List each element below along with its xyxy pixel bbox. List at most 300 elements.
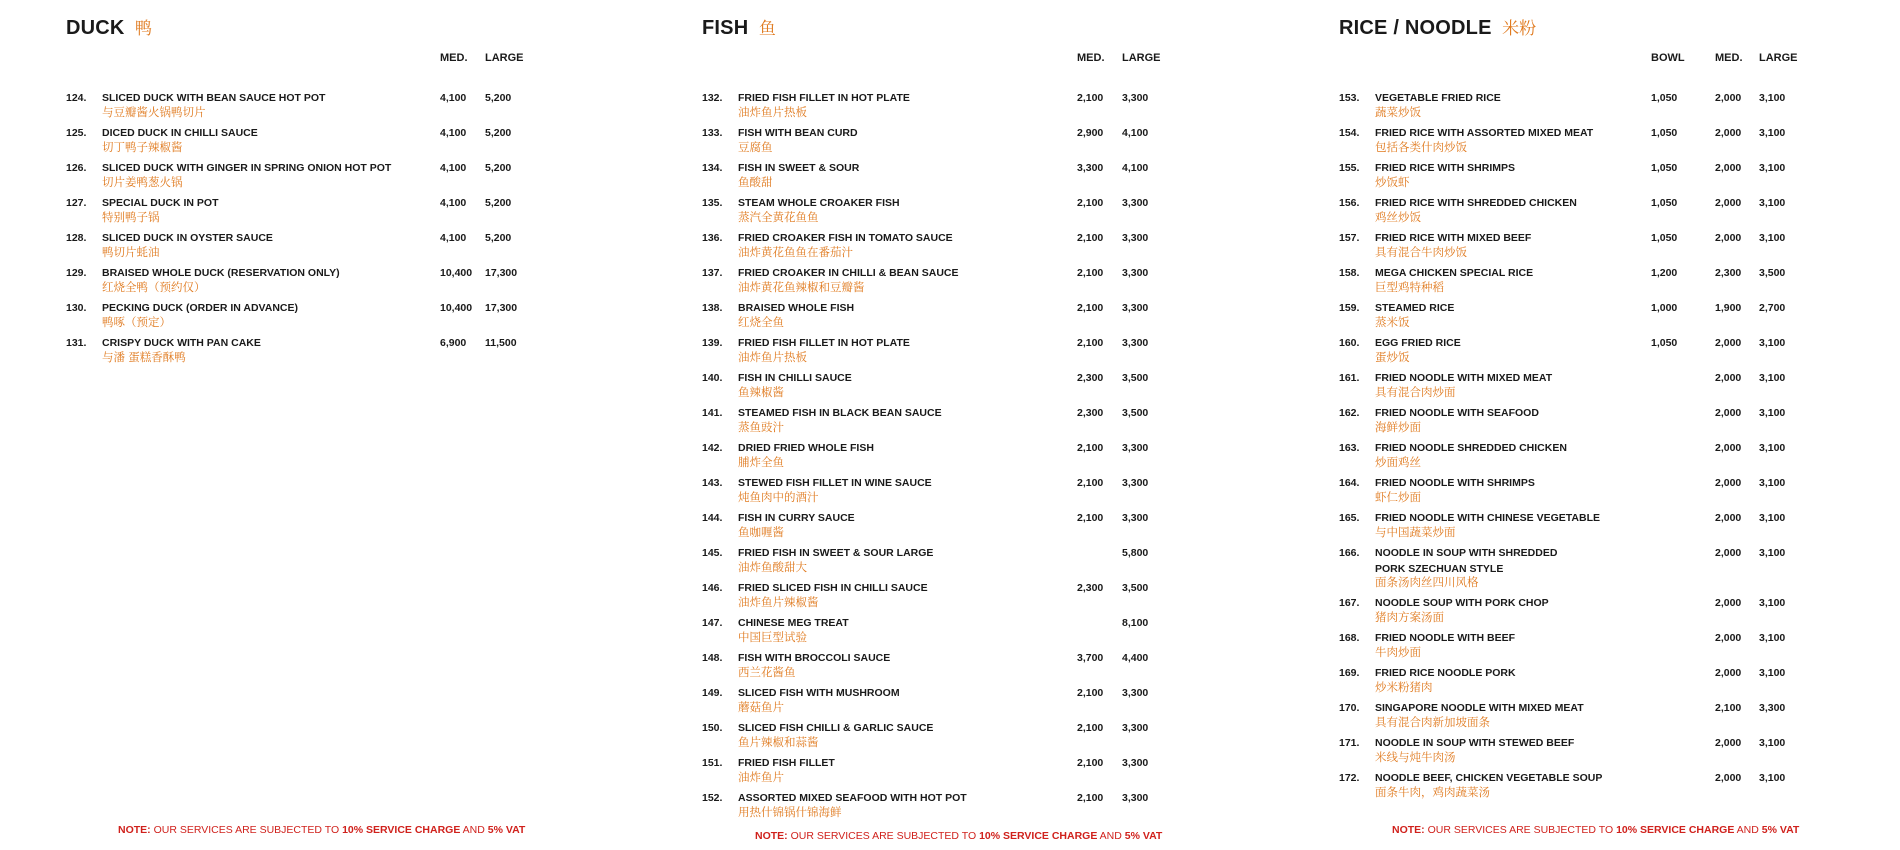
section-title [702, 14, 1262, 48]
item-name-zh: 鱼酸甜 [738, 177, 773, 189]
item-name: SINGAPORE NOODLE WITH MIXED MEAT [1375, 702, 1584, 714]
item-name: FRIED NOODLE SHREDDED CHICKEN [1375, 442, 1567, 454]
item-name: CHINESE MEG TREAT [738, 617, 849, 629]
item-name-zh: 脯炸全鱼 [738, 457, 784, 469]
menu-item [1339, 702, 1899, 737]
item-price: 4,100 [440, 232, 467, 244]
item-name: BRAISED WHOLE DUCK (RESERVATION ONLY) [102, 267, 340, 279]
menu-item [66, 197, 626, 232]
menu-item [702, 757, 1262, 792]
item-price: 3,500 [1122, 407, 1149, 419]
item-name: STEAM WHOLE CROAKER FISH [738, 197, 900, 209]
item-number: 127. [66, 197, 87, 209]
item-price: 3,300 [1122, 757, 1149, 769]
section-title-zh: 米粉 [1502, 19, 1537, 38]
item-price: 5,200 [485, 127, 512, 139]
menu-item [1339, 737, 1899, 772]
item-price: 3,300 [1759, 702, 1786, 714]
item-price: 2,000 [1715, 197, 1742, 209]
menu-item [66, 302, 626, 337]
item-name: SLICED DUCK IN OYSTER SAUCE [102, 232, 273, 244]
item-number: 141. [702, 407, 723, 419]
menu-item [1339, 442, 1899, 477]
item-price: 3,100 [1759, 442, 1786, 454]
menu-item [702, 407, 1262, 442]
item-price: 2,000 [1715, 512, 1742, 524]
item-name: FRIED RICE NOODLE PORK [1375, 667, 1516, 679]
item-price: 2,000 [1715, 372, 1742, 384]
item-price: 3,300 [1122, 302, 1149, 314]
item-number: 152. [702, 792, 723, 804]
item-number: 155. [1339, 162, 1360, 174]
menu-item [702, 792, 1262, 827]
item-name: FRIED FISH FILLET IN HOT PLATE [738, 337, 910, 349]
item-price: 6,900 [440, 337, 467, 349]
item-name-zh: 西兰花酱鱼 [738, 667, 796, 679]
menu-item [1339, 372, 1899, 407]
menu-item [1339, 667, 1899, 702]
item-price: 2,100 [1077, 722, 1104, 734]
item-price: 3,100 [1759, 372, 1786, 384]
item-price: 2,300 [1715, 267, 1742, 279]
item-number: 148. [702, 652, 723, 664]
item-price: 1,050 [1651, 197, 1678, 209]
item-price: 3,300 [1122, 232, 1149, 244]
item-name: FISH IN CURRY SAUCE [738, 512, 855, 524]
menu-item [702, 232, 1262, 267]
item-price: 1,050 [1651, 232, 1678, 244]
menu-item [702, 162, 1262, 197]
item-name-zh: 油炸鱼片热板 [738, 352, 807, 364]
item-number: 142. [702, 442, 723, 454]
item-price: 3,100 [1759, 197, 1786, 209]
item-name: NOODLE IN SOUP WITH STEWED BEEF [1375, 737, 1575, 749]
item-price: 1,900 [1715, 302, 1742, 314]
item-number: 170. [1339, 702, 1360, 714]
section-fish [702, 14, 1262, 827]
item-price: 3,300 [1122, 337, 1149, 349]
item-price: 2,100 [1077, 197, 1104, 209]
item-price: 3,100 [1759, 127, 1786, 139]
item-name-zh: 油炸黄花鱼辣椒和豆瓣酱 [738, 282, 865, 294]
item-price: 3,100 [1759, 632, 1786, 644]
item-name-zh: 油炸鱼片辣椒酱 [738, 597, 819, 609]
menu-item [702, 92, 1262, 127]
item-name-line2: PORK SZECHUAN STYLE [1375, 563, 1504, 575]
item-number: 156. [1339, 197, 1360, 209]
item-name-zh: 与豆瓣酱火锅鸭切片 [102, 107, 206, 119]
item-name: FRIED FISH IN SWEET & SOUR LARGE [738, 547, 934, 559]
item-price: 4,400 [1122, 652, 1149, 664]
item-price: 3,100 [1759, 737, 1786, 749]
menu-item [66, 267, 626, 302]
item-name-zh: 鱼辣椒酱 [738, 387, 784, 399]
item-price: 2,000 [1715, 92, 1742, 104]
item-name: STEAMED RICE [1375, 302, 1455, 314]
item-number: 150. [702, 722, 723, 734]
item-price: 2,100 [1077, 232, 1104, 244]
item-name: CRISPY DUCK WITH PAN CAKE [102, 337, 261, 349]
menu-item [1339, 92, 1899, 127]
item-price: 5,800 [1122, 547, 1149, 559]
item-name: FRIED NOODLE WITH BEEF [1375, 632, 1515, 644]
menu-item [66, 337, 626, 372]
item-price: 2,100 [1077, 302, 1104, 314]
menu-item [1339, 337, 1899, 372]
item-name-zh: 蛋炒饭 [1375, 352, 1410, 364]
item-price: 5,200 [485, 197, 512, 209]
item-number: 130. [66, 302, 87, 314]
section-title [1339, 14, 1899, 48]
item-name-zh: 炖鱼肉中的酒汁 [738, 492, 819, 504]
item-number: 138. [702, 302, 723, 314]
menu-item [66, 162, 626, 197]
item-list [66, 92, 626, 372]
item-name: FRIED RICE WITH ASSORTED MIXED MEAT [1375, 127, 1594, 139]
item-price: 3,100 [1759, 597, 1786, 609]
item-name-zh: 与潘 蛋糕香酥鸭 [102, 352, 186, 364]
item-number: 171. [1339, 737, 1360, 749]
item-name: BRAISED WHOLE FISH [738, 302, 855, 314]
item-number: 139. [702, 337, 723, 349]
item-price: 2,000 [1715, 547, 1742, 559]
item-price: 3,100 [1759, 407, 1786, 419]
item-price: 17,300 [485, 302, 518, 314]
item-name-zh: 牛肉炒面 [1375, 647, 1421, 659]
menu-item [702, 722, 1262, 757]
item-name: FRIED NOODLE WITH SEAFOOD [1375, 407, 1539, 419]
item-name-zh: 与中国蔬菜炒面 [1375, 527, 1456, 539]
item-price: 2,000 [1715, 127, 1742, 139]
item-price: 1,200 [1651, 267, 1678, 279]
section-title-en: RICE / NOODLE [1339, 17, 1492, 39]
item-price: 3,100 [1759, 477, 1786, 489]
item-number: 149. [702, 687, 723, 699]
item-number: 147. [702, 617, 723, 629]
item-name-zh: 鸭切片蚝油 [102, 247, 160, 259]
item-name: FRIED CROAKER IN CHILLI & BEAN SAUCE [738, 267, 959, 279]
section-rice-noodle [1339, 14, 1899, 807]
menu-item [702, 477, 1262, 512]
item-name: FISH WITH BROCCOLI SAUCE [738, 652, 891, 664]
item-price: 2,000 [1715, 477, 1742, 489]
item-price: 3,100 [1759, 772, 1786, 784]
item-number: 137. [702, 267, 723, 279]
item-number: 151. [702, 757, 723, 769]
item-name: VEGETABLE FRIED RICE [1375, 92, 1501, 104]
item-list [1339, 92, 1899, 807]
item-name-zh: 鱼咖喱酱 [738, 527, 784, 539]
item-name-zh: 油炸鱼片 [738, 772, 784, 784]
item-name: FRIED FISH FILLET [738, 757, 835, 769]
item-name: SPECIAL DUCK IN POT [102, 197, 219, 209]
item-name: FISH IN CHILLI SAUCE [738, 372, 852, 384]
menu-item [66, 232, 626, 267]
item-name: FISH IN SWEET & SOUR [738, 162, 860, 174]
item-number: 135. [702, 197, 723, 209]
menu-item [702, 512, 1262, 547]
menu-item [702, 617, 1262, 652]
item-name-zh: 鸡丝炒饭 [1375, 212, 1421, 224]
item-price: 3,300 [1122, 197, 1149, 209]
item-number: 165. [1339, 512, 1360, 524]
menu-item [702, 547, 1262, 582]
item-number: 125. [66, 127, 87, 139]
item-number: 136. [702, 232, 723, 244]
item-price: 3,500 [1759, 267, 1786, 279]
item-number: 172. [1339, 772, 1360, 784]
menu-item [1339, 547, 1899, 597]
item-name-zh: 米线与炖牛肉汤 [1375, 752, 1456, 764]
item-number: 143. [702, 477, 723, 489]
item-name-zh: 海鲜炒面 [1375, 422, 1421, 434]
item-price: 3,100 [1759, 667, 1786, 679]
item-price: 3,100 [1759, 512, 1786, 524]
item-number: 166. [1339, 547, 1360, 559]
item-name-zh: 包括各类什肉炒饭 [1375, 142, 1467, 154]
item-name: FRIED RICE WITH MIXED BEEF [1375, 232, 1532, 244]
item-number: 134. [702, 162, 723, 174]
header-large: LARGE [485, 52, 524, 64]
menu-item [1339, 512, 1899, 547]
menu-item [702, 267, 1262, 302]
item-name: SLICED FISH WITH MUSHROOM [738, 687, 900, 699]
item-number: 158. [1339, 267, 1360, 279]
item-number: 168. [1339, 632, 1360, 644]
item-name-zh: 具有混合牛肉炒饭 [1375, 247, 1467, 259]
item-name: DICED DUCK IN CHILLI SAUCE [102, 127, 258, 139]
item-price: 3,300 [1122, 512, 1149, 524]
menu-item [1339, 407, 1899, 442]
header-med: MED. [440, 52, 468, 64]
item-number: 154. [1339, 127, 1360, 139]
item-name: FRIED NOODLE WITH MIXED MEAT [1375, 372, 1553, 384]
menu-item [1339, 232, 1899, 267]
item-name-zh: 具有混合肉新加坡面条 [1375, 717, 1490, 729]
item-name: NOODLE BEEF, CHICKEN VEGETABLE SOUP [1375, 772, 1603, 784]
item-name-zh: 鸭啄（预定） [102, 317, 171, 329]
section-title-en: DUCK [66, 17, 125, 39]
item-price: 2,000 [1715, 772, 1742, 784]
price-header-row [66, 52, 626, 78]
menu-item [66, 127, 626, 162]
header-med: MED. [1077, 52, 1105, 64]
item-price: 5,200 [485, 92, 512, 104]
item-price: 2,100 [1077, 267, 1104, 279]
item-price: 3,100 [1759, 337, 1786, 349]
menu-item [1339, 477, 1899, 512]
item-name: FRIED RICE WITH SHREDDED CHICKEN [1375, 197, 1577, 209]
item-price: 2,000 [1715, 737, 1742, 749]
item-name: STEAMED FISH IN BLACK BEAN SAUCE [738, 407, 942, 419]
item-price: 2,000 [1715, 632, 1742, 644]
item-price: 3,300 [1077, 162, 1104, 174]
item-number: 163. [1339, 442, 1360, 454]
item-name-zh: 切片姜鸭葱火锅 [102, 177, 183, 189]
item-price: 1,050 [1651, 127, 1678, 139]
item-price: 2,000 [1715, 337, 1742, 349]
item-price: 1,000 [1651, 302, 1678, 314]
menu-item [702, 337, 1262, 372]
item-price: 2,000 [1715, 407, 1742, 419]
item-price: 3,100 [1759, 162, 1786, 174]
item-name-zh: 油炸鱼片热板 [738, 107, 807, 119]
item-price: 10,400 [440, 267, 473, 279]
section-title [66, 14, 626, 48]
item-name-zh: 具有混合肉炒面 [1375, 387, 1456, 399]
item-price: 2,900 [1077, 127, 1104, 139]
item-name: EGG FRIED RICE [1375, 337, 1461, 349]
item-price: 2,000 [1715, 667, 1742, 679]
header-large: LARGE [1122, 52, 1161, 64]
item-price: 2,000 [1715, 162, 1742, 174]
item-number: 159. [1339, 302, 1360, 314]
item-price: 10,400 [440, 302, 473, 314]
item-price: 3,300 [1122, 92, 1149, 104]
item-name-zh: 面条牛肉，鸡肉蔬菜汤 [1375, 787, 1490, 799]
item-number: 126. [66, 162, 87, 174]
service-note-rice: NOTE: OUR SERVICES ARE SUBJECTED TO 10% SERVICE CHARGE AND 5% VAT [1392, 824, 1800, 836]
item-name-zh: 油炸鱼酸甜大 [738, 562, 807, 574]
item-name: FRIED RICE WITH SHRIMPS [1375, 162, 1516, 174]
item-price: 4,100 [440, 127, 467, 139]
item-number: 153. [1339, 92, 1360, 104]
item-number: 164. [1339, 477, 1360, 489]
item-name: SLICED DUCK WITH BEAN SAUCE HOT POT [102, 92, 326, 104]
item-name-zh: 特别鸭子锅 [102, 212, 160, 224]
section-title-zh: 鸭 [135, 19, 153, 38]
menu-item [702, 127, 1262, 162]
item-number: 161. [1339, 372, 1360, 384]
item-name-zh: 蒸鱼豉汁 [738, 422, 784, 434]
item-price: 5,200 [485, 232, 512, 244]
menu-item [1339, 267, 1899, 302]
item-name-zh: 用热什锦锅什锦海鲜 [738, 807, 842, 819]
header-med: MED. [1715, 52, 1743, 64]
item-price: 2,100 [1077, 512, 1104, 524]
item-name: SLICED DUCK WITH GINGER IN SPRING ONION HOT POT [102, 162, 392, 174]
item-price: 2,700 [1759, 302, 1786, 314]
item-name-zh: 猪肉方案汤面 [1375, 612, 1444, 624]
item-number: 146. [702, 582, 723, 594]
service-note-duck: NOTE: OUR SERVICES ARE SUBJECTED TO 10% SERVICE CHARGE AND 5% VAT [118, 824, 526, 836]
item-price: 3,300 [1122, 477, 1149, 489]
item-name-zh: 炒米粉猪肉 [1375, 682, 1433, 694]
item-price: 2,100 [1077, 757, 1104, 769]
item-price: 2,100 [1715, 702, 1742, 714]
item-price: 2,100 [1077, 687, 1104, 699]
item-price: 2,300 [1077, 407, 1104, 419]
price-header-row [702, 52, 1262, 78]
item-name-zh: 豆腐鱼 [738, 142, 773, 154]
item-price: 17,300 [485, 267, 518, 279]
item-number: 145. [702, 547, 723, 559]
menu-item [702, 197, 1262, 232]
item-price: 4,100 [1122, 162, 1149, 174]
item-price: 1,050 [1651, 337, 1678, 349]
item-price: 5,200 [485, 162, 512, 174]
item-price: 4,100 [1122, 127, 1149, 139]
item-price: 4,100 [440, 162, 467, 174]
item-name-zh: 炒面鸡丝 [1375, 457, 1421, 469]
item-name: STEWED FISH FILLET IN WINE SAUCE [738, 477, 932, 489]
item-number: 133. [702, 127, 723, 139]
item-name: FRIED NOODLE WITH SHRIMPS [1375, 477, 1535, 489]
item-price: 8,100 [1122, 617, 1149, 629]
item-price: 2,100 [1077, 337, 1104, 349]
item-number: 124. [66, 92, 87, 104]
item-name-zh: 炒饭虾 [1375, 177, 1410, 189]
item-price: 3,300 [1122, 687, 1149, 699]
item-name-zh: 蒸米饭 [1375, 317, 1410, 329]
menu-item [702, 302, 1262, 337]
item-price: 3,700 [1077, 652, 1104, 664]
item-price: 3,500 [1122, 372, 1149, 384]
item-number: 132. [702, 92, 723, 104]
item-name: PECKING DUCK (ORDER IN ADVANCE) [102, 302, 299, 314]
item-price: 3,300 [1122, 792, 1149, 804]
item-name-zh: 蘑菇鱼片 [738, 702, 784, 714]
item-number: 167. [1339, 597, 1360, 609]
menu-item [1339, 127, 1899, 162]
item-price: 2,100 [1077, 477, 1104, 489]
item-name-zh: 面条汤肉丝四川风格 [1375, 577, 1479, 589]
section-duck [66, 14, 626, 372]
menu-item [1339, 632, 1899, 667]
item-price: 2,100 [1077, 442, 1104, 454]
item-name-zh: 切丁鸭子辣椒酱 [102, 142, 183, 154]
item-price: 2,300 [1077, 582, 1104, 594]
menu-item [1339, 302, 1899, 337]
item-price: 2,000 [1715, 597, 1742, 609]
item-price: 4,100 [440, 92, 467, 104]
item-price: 3,300 [1122, 267, 1149, 279]
item-price: 3,300 [1122, 722, 1149, 734]
item-number: 160. [1339, 337, 1360, 349]
item-number: 144. [702, 512, 723, 524]
item-list [702, 92, 1262, 827]
header-bowl: BOWL [1651, 52, 1685, 64]
item-number: 131. [66, 337, 87, 349]
menu-item [702, 582, 1262, 617]
item-number: 162. [1339, 407, 1360, 419]
item-price: 2,000 [1715, 232, 1742, 244]
menu-item [702, 687, 1262, 722]
menu-item [702, 652, 1262, 687]
item-name-zh: 巨型鸡特种稻 [1375, 282, 1444, 294]
section-title-zh: 鱼 [758, 19, 776, 38]
menu-item [1339, 772, 1899, 807]
item-name: NOODLE IN SOUP WITH SHREDDED [1375, 547, 1558, 559]
item-number: 157. [1339, 232, 1360, 244]
item-price: 1,050 [1651, 92, 1678, 104]
item-name: MEGA CHICKEN SPECIAL RICE [1375, 267, 1534, 279]
item-name-zh: 中国巨型试验 [738, 632, 807, 644]
menu-item [702, 442, 1262, 477]
item-price: 3,100 [1759, 547, 1786, 559]
item-price: 3,300 [1122, 442, 1149, 454]
item-name: FRIED CROAKER FISH IN TOMATO SAUCE [738, 232, 953, 244]
menu-item [66, 92, 626, 127]
item-price: 11,500 [485, 337, 517, 349]
item-name-zh: 蔬菜炒饭 [1375, 107, 1421, 119]
menu-item [702, 372, 1262, 407]
item-price: 1,050 [1651, 162, 1678, 174]
item-name: FISH WITH BEAN CURD [738, 127, 858, 139]
price-header-row [1339, 52, 1899, 78]
item-name: NOODLE SOUP WITH PORK CHOP [1375, 597, 1549, 609]
item-number: 128. [66, 232, 87, 244]
